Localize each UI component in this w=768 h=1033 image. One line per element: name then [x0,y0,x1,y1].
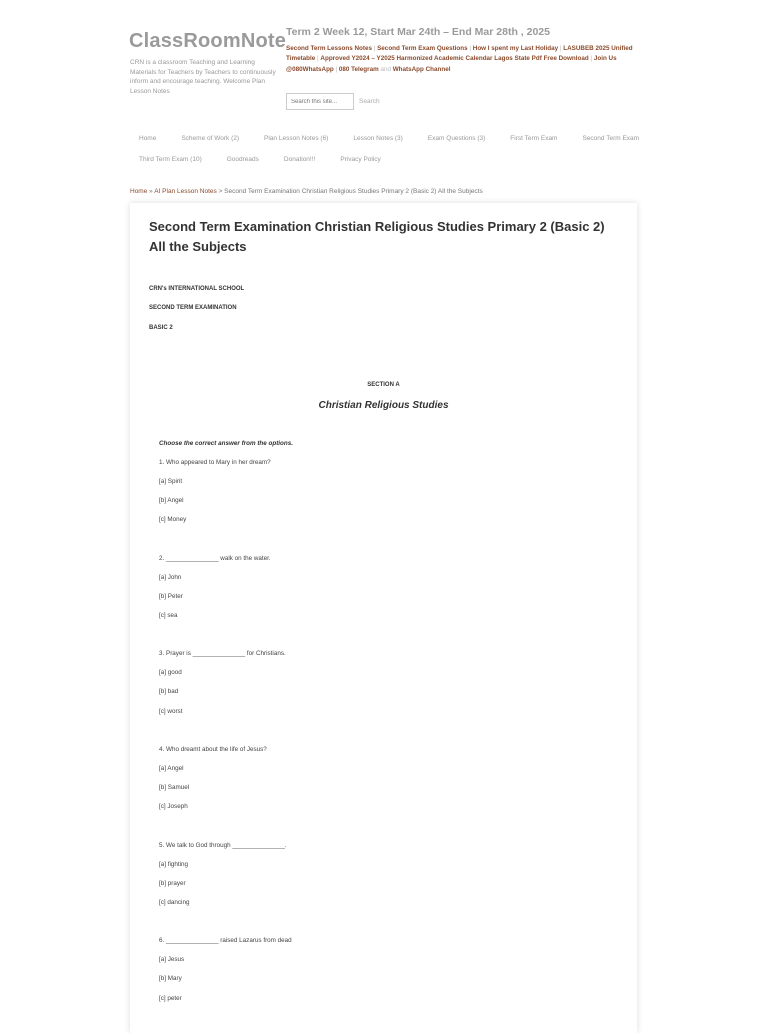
nav-row [130,127,650,148]
search-input[interactable] [286,93,354,110]
site-title[interactable]: ClassRoomNote [129,30,287,52]
nav-scheme-of-work[interactable]: Scheme of Work (2) [181,135,240,142]
option: [a] Spirit [159,478,183,485]
option: [b] Mary [159,975,182,982]
site-description: CRN is a classroom Teaching and Learning Materials for Teachers by Teachers to continuously inform and encourage teaching. Welcome Plan Lesson Notes [130,59,276,95]
link-second-term-lesson-notes[interactable]: Second Term Lessons Notes [286,45,372,52]
nav-third-term-exam[interactable]: Third Term Exam (10) [139,156,202,163]
option: [b] Angel [159,497,184,504]
option: [b] Peter [159,593,183,600]
instruction: Choose the correct answer from the options. [159,440,294,447]
subject-heading: Christian Religious Studies [318,400,449,411]
breadcrumb [130,188,483,195]
nav-plan-lesson-notes[interactable]: Plan Lesson Notes (6) [264,135,329,142]
nav-home[interactable]: Home [139,135,157,142]
main-navigation [130,127,650,169]
question-2: 2. _______________ walk on the water. [159,555,271,562]
separator: | [371,45,378,52]
option: [c] peter [159,995,182,1002]
announcement-links [286,44,646,75]
separator: | [467,45,473,52]
option: [c] Joseph [159,803,188,810]
nav-row [130,148,650,169]
separator: | [315,55,321,63]
question-3: 3. Prayer is _______________ for Christians. [159,650,286,657]
nav-second-term-exam[interactable]: Second Term Exam [582,135,640,142]
search-button[interactable]: Search [355,93,389,110]
nav-privacy-policy[interactable]: Privacy Policy [340,156,381,163]
link-telegram[interactable]: 080 Telegram [338,65,379,73]
question-1: 1. Who appeared to Mary in her dream? [159,459,271,466]
option: [a] John [159,574,182,581]
option: [c] worst [159,708,183,715]
question-5: 5. We talk to God through _______________. [159,842,287,849]
option: [a] Angel [159,765,184,772]
breadcrumb-category[interactable]: AI Plan Lesson Notes [154,188,217,195]
option: [c] sea [159,612,178,619]
option: [a] good [159,669,182,676]
nav-donation[interactable]: Donation!!! [283,156,316,163]
breadcrumb-current: Second Term Examination Christian Religious Studies Primary 2 (Basic 2) All the Subjects [224,188,483,195]
separator: | [588,55,594,63]
option: [b] prayer [159,880,186,887]
option: [b] Samuel [159,784,190,791]
nav-lesson-notes[interactable]: Lesson Notes (3) [353,135,403,142]
nav-first-term-exam[interactable]: First Term Exam [510,135,558,142]
nav-exam-questions[interactable]: Exam Questions (3) [427,135,486,142]
school-name: CRN's INTERNATIONAL SCHOOL [149,286,245,292]
nav-goodreads[interactable]: Goodreads [226,156,259,163]
separator: | [558,45,564,52]
exam-name: SECOND TERM EXAMINATION [149,305,237,311]
separator: | [333,65,339,73]
breadcrumb-separator: » [149,188,153,195]
link-lasubeb-timetable[interactable]: LASUBEB 2025 Unified Timetable [286,45,633,63]
question-6: 6. _______________ raised Lazarus from dead [159,937,292,944]
option: [c] dancing [159,899,190,906]
link-join-whatsapp[interactable]: Join Us @080WhatsApp [286,55,617,73]
link-whatsapp-channel[interactable]: WhatsApp Channel [392,65,451,73]
link-academic-calendar[interactable]: Approved Y2024 – Y2025 Harmonized Academic Calendar Lagos State Pdf Free Download [320,55,589,63]
option: [b] bad [159,688,179,695]
class-name: BASIC 2 [149,325,173,331]
option: [c] Money [159,516,187,523]
link-second-term-exam-questions[interactable]: Second Term Exam Questions [377,45,468,52]
breadcrumb-separator: > [218,188,223,195]
and-text: and [380,65,391,73]
option: [a] fighting [159,861,189,868]
post-title: Second Term Examination Christian Religious Studies Primary 2 (Basic 2) All the Subjects [149,219,605,254]
question-4: 4. Who dreamt about the life of Jesus? [159,746,267,753]
term-ticker-title: Term 2 Week 12, Start Mar 24th – End Mar 28th , 2025 [286,26,550,38]
breadcrumb-home[interactable]: Home [130,188,148,195]
link-last-holiday[interactable]: How I spent my Last Holiday [472,45,559,52]
option: [a] Jesus [159,956,185,963]
article-card [130,203,637,1033]
section-heading: SECTION A [367,382,400,388]
